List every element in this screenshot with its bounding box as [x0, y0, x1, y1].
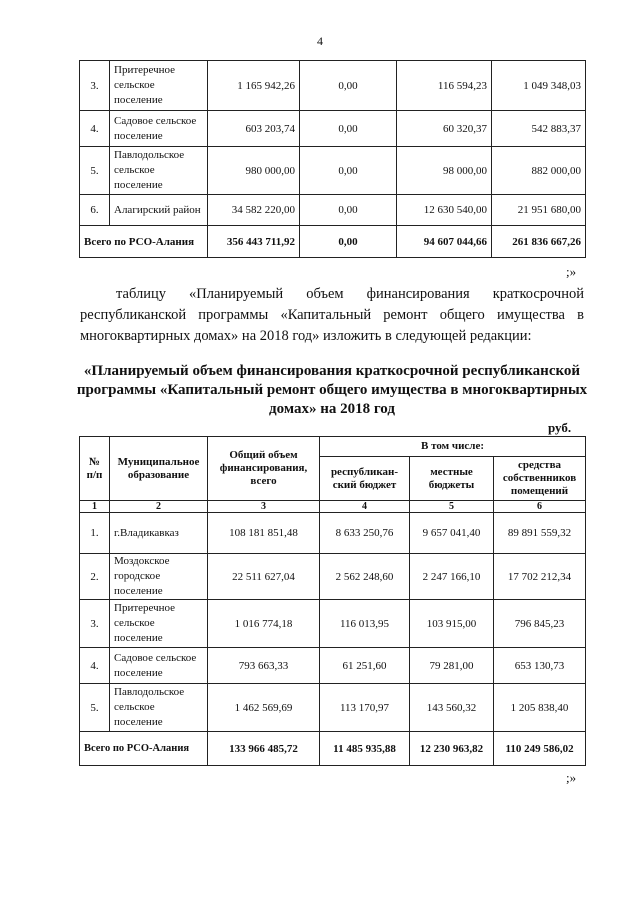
- municipality-name: Моздокское городское поселение: [110, 554, 208, 600]
- local-budget: 12 230 963,82: [410, 732, 494, 766]
- page-number: 4: [317, 34, 323, 48]
- total-amount: 603 203,74: [208, 111, 300, 147]
- total-row: [80, 732, 586, 766]
- local-budget: 143 560,32: [410, 684, 494, 732]
- local-budget: 9 657 041,40: [410, 513, 494, 554]
- closing-mark: ;»: [566, 264, 577, 279]
- municipality-name: Алагирский район: [110, 195, 208, 226]
- total-row: [80, 226, 586, 258]
- row-number: 5.: [80, 684, 110, 732]
- amendment-paragraph: таблицу «Планируемый объем финансирования краткосрочной республиканской программы «Капитальный ремонт общего имущества в многоквартирных домах» на 2018 год» изложить в следующей редакции:: [80, 286, 584, 344]
- local-budget: 103 915,00: [410, 600, 494, 648]
- republican-budget: 116 013,95: [320, 600, 410, 648]
- republican-budget: 0,00: [300, 61, 397, 111]
- total-amount: 793 663,33: [208, 648, 320, 684]
- local-budget: 116 594,23: [397, 61, 492, 111]
- owners-funds: 21 951 680,00: [492, 195, 586, 226]
- table-row: [80, 684, 586, 732]
- row-number: 3.: [80, 61, 110, 111]
- total-amount: 356 443 711,92: [208, 226, 300, 258]
- municipality-name: Притеречное сельское поселение: [110, 61, 208, 111]
- table-row: [80, 147, 586, 195]
- header-municipality: Муниципальное образование: [110, 437, 208, 501]
- table-heading: «Планируемый объем финансирования краткосрочной республиканской программы «Капитальный ремонт общего имущества в многоквартирных домах» на 2018 год: [76, 363, 588, 417]
- local-budget: 2 247 166,10: [410, 554, 494, 600]
- row-number: 5.: [80, 147, 110, 195]
- owners-funds: 1 205 838,40: [494, 684, 586, 732]
- column-number: 1: [80, 501, 110, 513]
- row-number: 4.: [80, 648, 110, 684]
- total-amount: 133 966 485,72: [208, 732, 320, 766]
- owners-funds: 653 130,73: [494, 648, 586, 684]
- owners-funds: 796 845,23: [494, 600, 586, 648]
- currency-unit: руб.: [548, 420, 572, 435]
- total-amount: 1 165 942,26: [208, 61, 300, 111]
- municipality-name: г.Владикавказ: [110, 513, 208, 554]
- total-label: Всего по РСО-Алания: [80, 732, 208, 766]
- owners-funds: 882 000,00: [492, 147, 586, 195]
- row-number: 6.: [80, 195, 110, 226]
- local-budget: 79 281,00: [410, 648, 494, 684]
- owners-funds: 542 883,37: [492, 111, 586, 147]
- republican-budget: 0,00: [300, 111, 397, 147]
- total-amount: 1 462 569,69: [208, 684, 320, 732]
- republican-budget: 0,00: [300, 226, 397, 258]
- row-number: 4.: [80, 111, 110, 147]
- republican-budget: 113 170,97: [320, 684, 410, 732]
- owners-funds: 89 891 559,32: [494, 513, 586, 554]
- local-budget: 60 320,37: [397, 111, 492, 147]
- total-amount: 22 511 627,04: [208, 554, 320, 600]
- column-number: 4: [320, 501, 410, 513]
- republican-budget: 61 251,60: [320, 648, 410, 684]
- closing-mark: ;»: [566, 770, 577, 785]
- local-budget: 98 000,00: [397, 147, 492, 195]
- local-budget: 12 630 540,00: [397, 195, 492, 226]
- republican-budget: 8 633 250,76: [320, 513, 410, 554]
- column-number: 3: [208, 501, 320, 513]
- local-budget: 94 607 044,66: [397, 226, 492, 258]
- total-amount: 34 582 220,00: [208, 195, 300, 226]
- municipality-name: Садовое сельское поселение: [110, 111, 208, 147]
- owners-funds: 261 836 667,26: [492, 226, 586, 258]
- municipality-name: Садовое сельское поселение: [110, 648, 208, 684]
- header-republican-budget: республикан-ский бюджет: [320, 457, 410, 501]
- table-row: [80, 554, 586, 600]
- table-row: [80, 513, 586, 554]
- municipality-name: Павлодольское сельское поселение: [110, 684, 208, 732]
- table-row: [80, 648, 586, 684]
- header-local-budgets: местные бюджеты: [410, 457, 494, 501]
- total-label: Всего по РСО-Алания: [80, 226, 208, 258]
- total-amount: 108 181 851,48: [208, 513, 320, 554]
- header-including: В том числе:: [320, 437, 586, 457]
- header-owners-funds: средства собственников помещений: [494, 457, 586, 501]
- header-number: № п/п: [80, 437, 110, 501]
- republican-budget: 0,00: [300, 147, 397, 195]
- table-row: [80, 600, 586, 648]
- municipality-name: Притеречное сельское поселение: [110, 600, 208, 648]
- owners-funds: 110 249 586,02: [494, 732, 586, 766]
- column-number: 6: [494, 501, 586, 513]
- row-number: 3.: [80, 600, 110, 648]
- table-row: [80, 61, 586, 111]
- republican-budget: 2 562 248,60: [320, 554, 410, 600]
- financing-table: [79, 436, 586, 766]
- column-number: 2: [110, 501, 208, 513]
- owners-funds: 17 702 212,34: [494, 554, 586, 600]
- republican-budget: 0,00: [300, 195, 397, 226]
- row-number: 2.: [80, 554, 110, 600]
- total-amount: 980 000,00: [208, 147, 300, 195]
- financing-table-continuation: [79, 60, 586, 258]
- total-amount: 1 016 774,18: [208, 600, 320, 648]
- table-row: [80, 111, 586, 147]
- table-row: [80, 195, 586, 226]
- header-total: Общий объем финансирования, всего: [208, 437, 320, 501]
- owners-funds: 1 049 348,03: [492, 61, 586, 111]
- column-number: 5: [410, 501, 494, 513]
- row-number: 1.: [80, 513, 110, 554]
- republican-budget: 11 485 935,88: [320, 732, 410, 766]
- municipality-name: Павлодольское сельское поселение: [110, 147, 208, 195]
